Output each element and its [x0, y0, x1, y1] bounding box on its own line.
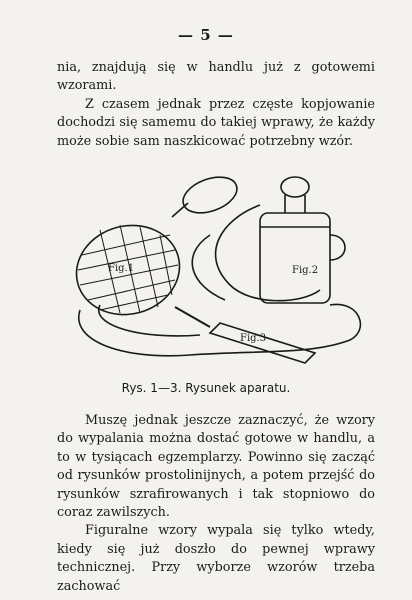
- paragraph: Z czasem jednak przez częste kopjowanie dochodzi się samemu do takiej wprawy, że każdy może sobie sam naszkicować potrzebny wzór.: [57, 96, 375, 149]
- apparatus-illustration: [60, 165, 372, 370]
- paragraph: nia, znajdują się w handlu już z gotowemi wzorami.: [57, 60, 375, 94]
- page-number: — 5 —: [178, 26, 234, 44]
- body-text-top: [57, 59, 375, 151]
- body-text-bottom: [57, 412, 375, 596]
- paragraph: Muszę jednak jeszcze zaznaczyć, że wzory do wypalania można dostać gotowe w handlu, a to w tysiącach egzemplarzy. Powinno się zacząć od rysunków prostolinijnych, a potem przejść do rysunków szrafirowanych i tak stopniowo do coraz zawilszych.: [57, 413, 375, 521]
- fig-label-2: Fig.2: [292, 265, 319, 276]
- paragraph: Figuralne wzory wypala się tylko wtedy, kiedy się już doszło do pewnej wprawy technicznej. Przy wyborze wzorów trzeba zachować: [57, 523, 375, 594]
- fig-label-1: Fig.1: [108, 263, 135, 274]
- fig-label-3: Fig.3: [240, 333, 267, 344]
- figure-caption: Rys. 1—3. Rysunek aparatu.: [121, 381, 291, 395]
